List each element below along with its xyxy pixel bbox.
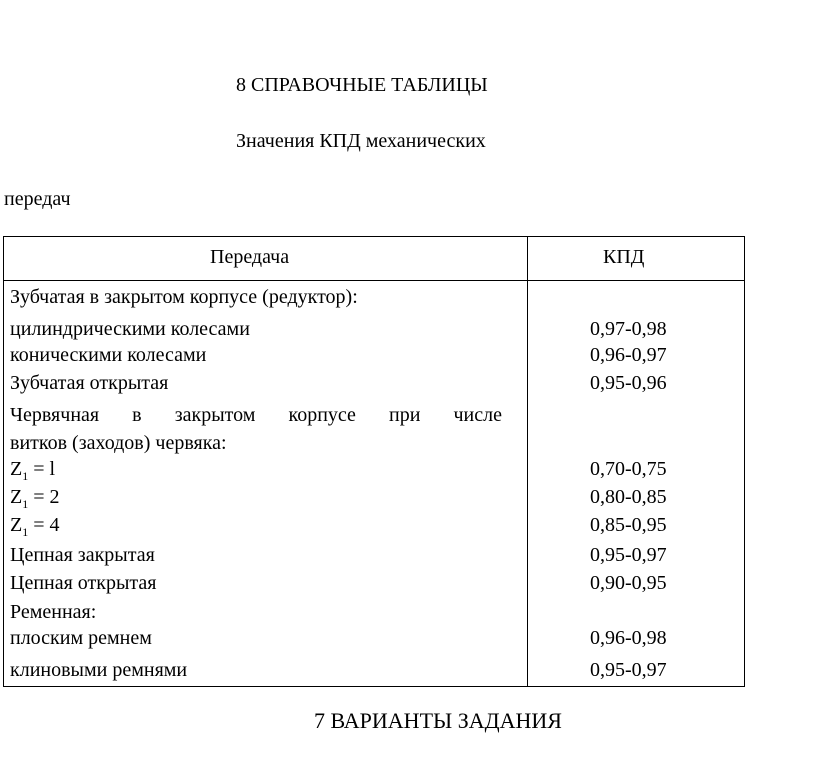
- row-value-chain-open: 0,90-0,95: [590, 572, 667, 594]
- row-name-flat-belt: плоским ремнем: [10, 627, 152, 649]
- header-efficiency: КПД: [603, 246, 645, 268]
- header-transmission: Передача: [210, 246, 290, 268]
- row-value-flat-belt: 0,96-0,98: [590, 627, 667, 649]
- row-value-z1-1: 0,70-0,75: [590, 458, 667, 480]
- next-section-heading: 7 ВАРИАНТЫ ЗАДАНИЯ: [314, 708, 562, 733]
- row-name-cylindrical: цилиндрическими колесами: [10, 318, 250, 340]
- column-divider: [527, 237, 528, 686]
- row-value-gear-open: 0,95-0,96: [590, 372, 667, 394]
- page-heading: 8 СПРАВОЧНЫЕ ТАБЛИЦЫ: [236, 74, 488, 96]
- row-name-gear-open: Зубчатая открытая: [10, 372, 169, 394]
- row-name-gear-closed: Зубчатая в закрытом корпусе (редуктор):: [10, 286, 358, 308]
- header-divider: [4, 280, 744, 281]
- row-name-conical: коническими колесами: [10, 344, 207, 366]
- row-name-v-belts: клиновыми ремнями: [10, 659, 188, 681]
- row-name-chain-closed: Цепная закрытая: [10, 544, 155, 566]
- row-name-z1-4: $Z_1 = 4$: [10, 514, 60, 539]
- row-name-z1-1: $Z_1 = l$: [10, 458, 56, 483]
- row-name-chain-open: Цепная открытая: [10, 572, 157, 594]
- table-caption-line1: Значения КПД механических: [236, 130, 486, 152]
- row-value-v-belts: 0,95-0,97: [590, 659, 667, 681]
- row-name-worm-closed: Червячная в закрытом корпусе при числе: [10, 404, 502, 426]
- row-value-conical: 0,96-0,97: [590, 344, 667, 366]
- row-name-belt: Ременная:: [10, 601, 97, 623]
- table-caption-line2: передач: [4, 188, 71, 210]
- row-name-z1-2: $Z_1 = 2$: [10, 486, 60, 511]
- row-name-worm-turns: витков (заходов) червяка:: [10, 432, 227, 454]
- efficiency-table: [3, 236, 745, 687]
- row-value-chain-closed: 0,95-0,97: [590, 544, 667, 566]
- row-value-z1-4: 0,85-0,95: [590, 514, 667, 536]
- row-value-z1-2: 0,80-0,85: [590, 486, 667, 508]
- row-value-cylindrical: 0,97-0,98: [590, 318, 667, 340]
